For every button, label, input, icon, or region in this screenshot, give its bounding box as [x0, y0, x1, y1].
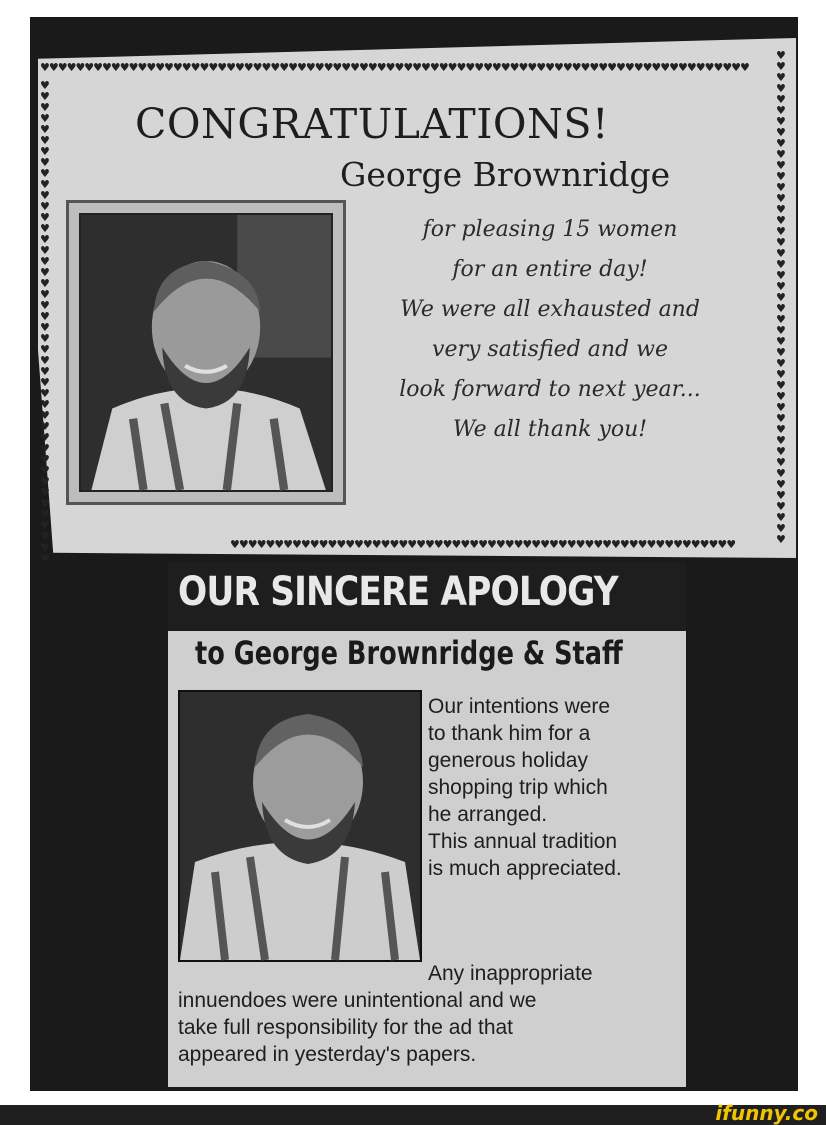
congratulations-headline: CONGRATULATIONS!: [135, 100, 609, 148]
portrait-photo: [66, 200, 346, 505]
apology-line: Any inappropriate: [428, 962, 593, 985]
apology-line: is much appreciated.: [428, 857, 622, 880]
message-line: We were all exhausted and: [400, 297, 700, 322]
apology-line: to thank him for a: [428, 722, 591, 745]
heart-border-icon: ♥♥♥♥♥♥♥♥♥♥♥♥♥♥♥♥♥♥♥♥♥♥♥♥♥♥♥♥♥♥♥♥♥♥♥♥♥♥♥♥♥♥♥♥♥: [776, 49, 785, 546]
message-line: look forward to next year...: [399, 377, 701, 402]
portrait-photo: [178, 690, 422, 962]
message-line: for pleasing 15 women: [422, 217, 678, 242]
apology-subtitle: to George Brownridge & Staff: [195, 634, 623, 672]
man-portrait-icon: [180, 692, 420, 960]
message-line: very satisfied and we: [432, 337, 668, 362]
apology-line: appeared in yesterday's papers.: [178, 1043, 477, 1066]
message-line: We all thank you!: [452, 417, 648, 442]
apology-text-column: [428, 693, 680, 882]
ifunny-watermark: ifunny.co: [715, 1101, 818, 1125]
apology-line: he arranged.: [428, 803, 548, 826]
congratulations-message: [330, 210, 770, 450]
message-line: for an entire day!: [452, 257, 648, 282]
apology-line: generous holiday: [428, 749, 588, 772]
apology-line: This annual tradition: [428, 830, 618, 853]
watermark-bar: [0, 1105, 826, 1125]
apology-line: take full responsibility for the ad that: [178, 1016, 514, 1039]
heart-border-icon: ♥♥♥♥♥♥♥♥♥♥♥♥♥♥♥♥♥♥♥♥♥♥♥♥♥♥♥♥♥♥♥♥♥♥♥♥♥♥♥♥♥♥♥♥♥♥♥♥♥♥♥♥♥♥♥♥♥♥♥♥♥♥♥♥♥♥♥♥♥♥♥♥♥♥♥♥♥♥♥♥: [40, 61, 749, 74]
heart-border-icon: ♥♥♥♥♥♥♥♥♥♥♥♥♥♥♥♥♥♥♥♥♥♥♥♥♥♥♥♥♥♥♥♥♥♥♥♥♥♥♥♥♥♥♥♥♥♥♥♥♥♥♥♥♥♥♥♥♥: [230, 538, 736, 551]
apology-title: OUR SINCERE APOLOGY: [178, 569, 618, 615]
apology-line: Our intentions were: [428, 695, 611, 718]
heart-border-icon: ♥♥♥♥♥♥♥♥♥♥♥♥♥♥♥♥♥♥♥♥♥♥♥♥♥♥♥♥♥♥♥♥♥♥♥♥♥♥♥♥♥♥♥♥: [40, 79, 49, 565]
apology-line: innuendoes were unintentional and we: [178, 989, 537, 1012]
apology-line: shopping trip which: [428, 776, 608, 799]
man-portrait-icon: [81, 215, 331, 490]
honoree-name: George Brownridge: [340, 155, 671, 194]
apology-text-full: [178, 960, 678, 1068]
